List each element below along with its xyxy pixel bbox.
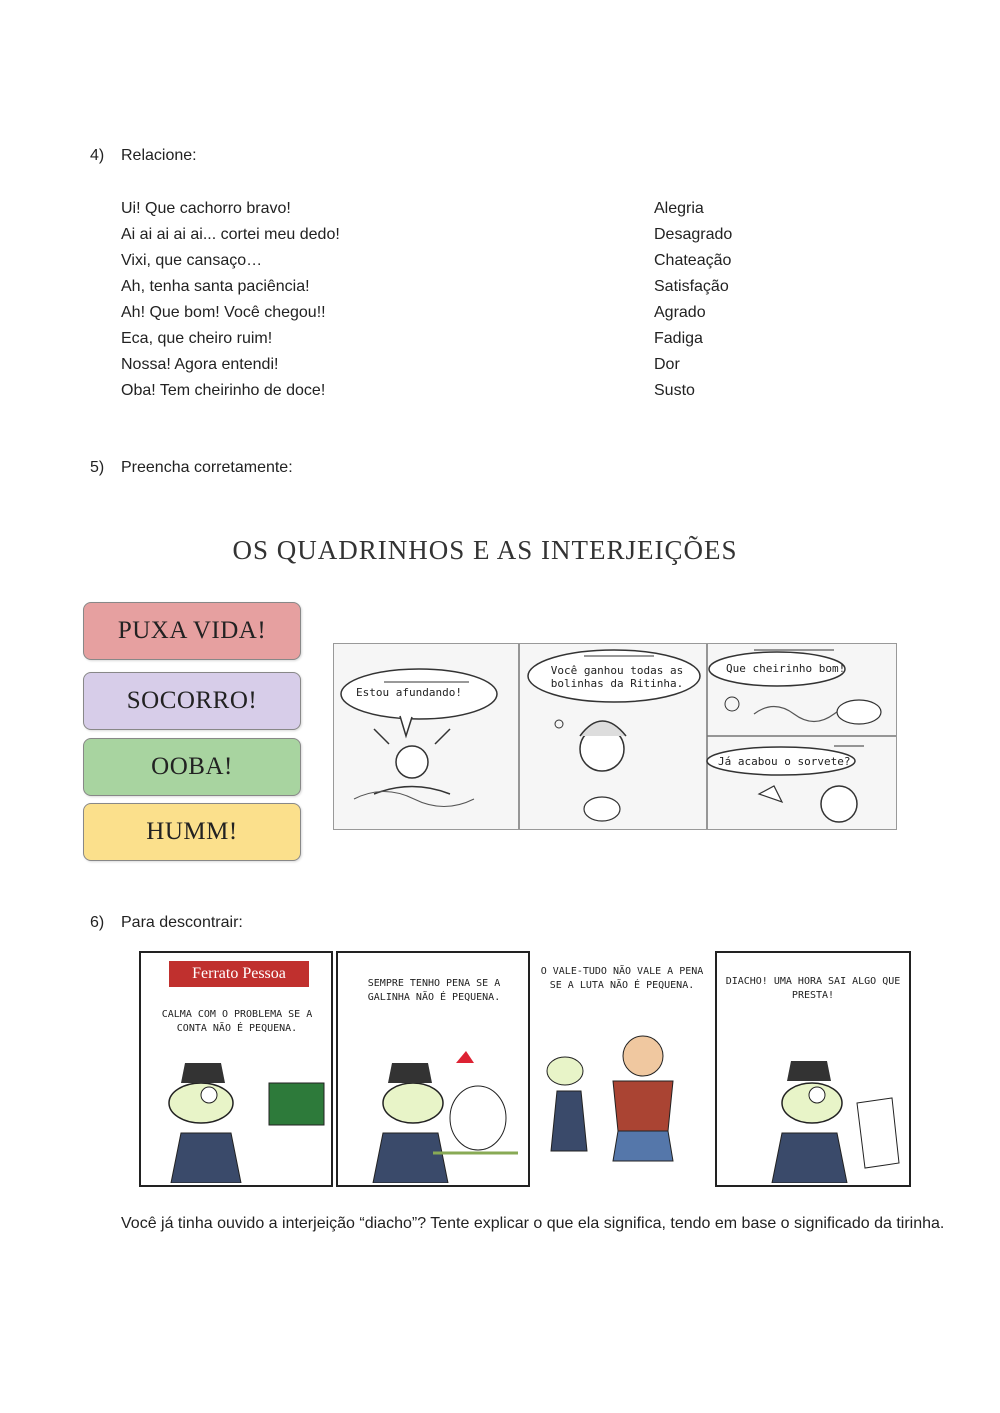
option-puxa-vida[interactable]: PUXA VIDA! (83, 602, 301, 660)
paper-icon (857, 1098, 899, 1168)
strip-panel-2 (336, 951, 530, 1187)
q4-left-item: Oba! Tem cheirinho de doce! (121, 382, 326, 399)
chicken-icon (450, 1086, 506, 1150)
q4-left-item: Ah! Que bom! Você chegou!! (121, 304, 326, 321)
option-humm[interactable]: HUMM! (83, 803, 301, 861)
q4-left-item: Ui! Que cachorro bravo! (121, 200, 291, 217)
rat-with-paper (717, 1043, 909, 1183)
q5-prompt: Preencha corretamente: (121, 459, 293, 476)
q4-right-item[interactable]: Alegria (654, 200, 704, 217)
strip-text-2: SEMPRE TENHO PENA SE A GALINHA NÃO É PEQUENA. (367, 978, 501, 1003)
q4-left-item: Ai ai ai ai ai... cortei meu dedo! (121, 226, 340, 243)
fighter-head (623, 1036, 663, 1076)
q4-right-item[interactable]: Satisfação (654, 278, 729, 295)
q5-comic (333, 643, 897, 830)
option-socorro[interactable]: SOCORRO! (83, 672, 301, 730)
q6-prompt: Para descontrair: (121, 914, 243, 931)
q4-right-item[interactable]: Agrado (654, 304, 706, 321)
q4-right-item[interactable]: Susto (654, 382, 695, 399)
strip-text-4: DIACHO! UMA HORA SAI ALGO QUE PRESTA! (725, 976, 901, 1001)
q5-number: 5) (90, 459, 105, 476)
q4-right-item[interactable]: Desagrado (654, 226, 733, 243)
chalkboard-icon (269, 1083, 324, 1125)
q6-number: 6) (90, 914, 105, 931)
q4-right-item[interactable]: Chateação (654, 252, 732, 269)
q4-number: 4) (90, 147, 105, 164)
q6-question: Você já tinha ouvido a interjeição “diacho”? Tente explicar o que ela significa, tendo em base o significado da tirinha. (121, 1215, 945, 1232)
comic-text-3: Que cheirinho bom! (726, 662, 846, 675)
flower-icon (725, 697, 739, 711)
option-ooba[interactable]: OOBA! (83, 738, 301, 796)
girl-figure (821, 786, 857, 822)
q4-left-list (121, 196, 340, 404)
q4-left-item: Ah, tenha santa paciência! (121, 278, 310, 295)
strip-brand: Ferrato Pessoa (169, 961, 309, 987)
q4-right-item[interactable]: Dor (654, 356, 680, 373)
strip-panel-3 (533, 951, 713, 1183)
q5-title: OS QUADRINHOS E AS INTERJEIÇÕES (232, 535, 738, 565)
q4-left-item: Nossa! Agora entendi! (121, 356, 279, 373)
comic-text-4: Já acabou o sorvete? (718, 755, 851, 768)
rat-and-chicken (338, 1043, 528, 1183)
rat-and-fighter (533, 1021, 713, 1181)
comic-text-1: Estou afundando! (356, 686, 462, 699)
comic-text-2: Você ganhou todas as bolinhas da Ritinha. (550, 664, 684, 690)
q4-right-item[interactable]: Fadiga (654, 330, 703, 347)
strip-text-1: CALMA COM O PROBLEMA SE A CONTA NÃO É PEQUENA. (161, 1009, 313, 1034)
strip-text-3: O VALE-TUDO NÃO VALE A PENA SE A LUTA NÃO É PEQUENA. (540, 966, 704, 991)
q4-right-list (654, 196, 732, 404)
rat-character (141, 1043, 331, 1183)
strip-panel-1 (139, 951, 333, 1187)
q4-left-item: Eca, que cheiro ruim! (121, 330, 273, 347)
q4-left-item: Vixi, que cansaço… (121, 252, 263, 269)
child-figure (396, 746, 428, 778)
q4-prompt: Relacione: (121, 147, 197, 164)
strip-panel-4 (715, 951, 911, 1187)
ice-cream-icon (759, 786, 782, 802)
